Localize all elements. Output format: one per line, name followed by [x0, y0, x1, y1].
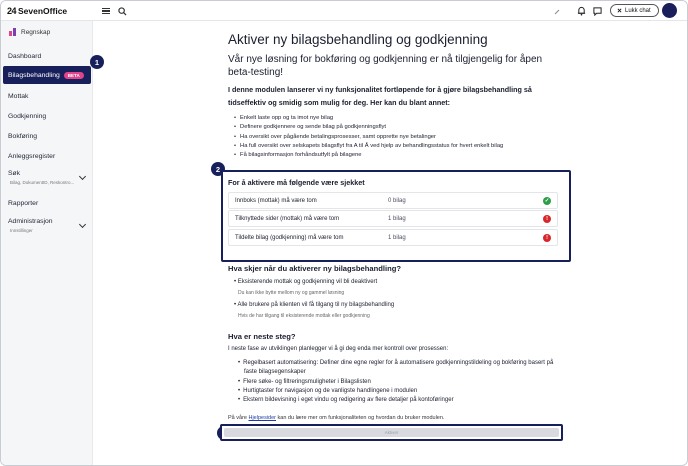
error-icon: !: [543, 234, 551, 242]
list-item: • Få bilagsinformasjon forhåndsutfylt på bilagene: [234, 151, 564, 160]
requirement-value: 1 bilag: [388, 234, 406, 241]
help-link[interactable]: Hjelpesider: [248, 415, 276, 421]
menu-icon[interactable]: [100, 5, 112, 17]
requirement-value: 0 bilag: [388, 197, 406, 204]
list-item: • Regelbasert automatisering: Definer dine egne regler for å automatisere godkjenningstildeling og bokføring basert på faste bilagsegenskaper: [238, 359, 563, 378]
requirement-label: Tildelte bilag (godkjenning) må være tom: [235, 234, 344, 241]
close-chat-button[interactable]: [610, 4, 659, 17]
sidebar-item-bokforing[interactable]: [3, 130, 91, 142]
sidebar-item-label: Dashboard: [8, 52, 42, 60]
sidebar-item-label: Bokføring: [8, 132, 38, 140]
logo-text: SevenOffice: [18, 5, 68, 16]
next-steps-list: [238, 359, 563, 405]
page-title: Aktiver ny bilagsbehandling og godkjenning: [228, 32, 488, 47]
list-item-text: Eksisterende mottak og godkjenning vil bli deaktivert: [237, 279, 378, 285]
sidebar-item-bilagsbehandling[interactable]: [3, 66, 91, 84]
sidebar-item-label: Anleggsregister: [8, 152, 56, 160]
requirement-label: Tilknyttede sider (mottak) må være tom: [235, 215, 340, 222]
sidebar-item-mottak[interactable]: [3, 90, 91, 102]
help-prefix: På våre: [228, 415, 249, 421]
beta-badge: BETA: [64, 72, 84, 79]
list-item: • Ha full oversikt over selskapets bilagsflyt fra A til Å ved hjelp av behandlingsstatus for hvert enkelt bilag: [234, 142, 564, 151]
app-name: Regnskap: [21, 28, 51, 36]
sidebar-item-label: Administrasjon: [8, 218, 53, 225]
sidebar-item-rapporter[interactable]: [3, 197, 91, 209]
sidebar-item-label: Rapporter: [8, 199, 39, 207]
error-icon: !: [543, 215, 551, 223]
requirement-label: Innboks (mottak) må være tom: [235, 197, 317, 204]
list-item: • Hurtigtaster for navigasjon og de vanligste handlingene i modulen: [238, 387, 563, 396]
close-icon: [617, 8, 622, 13]
logo-mark: 24: [7, 5, 17, 16]
feature-list: [234, 114, 564, 160]
requirements-title: For å aktivere må følgende være sjekket: [228, 178, 365, 187]
collapse-icon[interactable]: [551, 6, 563, 18]
close-chat-label: Lukk chat: [625, 7, 651, 14]
list-item: • Eksisterende mottak og godkjenning vil bli deaktivert: [234, 279, 378, 285]
activate-button[interactable]: Aktiver: [224, 428, 559, 437]
sidebar-item-anleggsregister[interactable]: [3, 150, 91, 162]
requirement-value: 1 bilag: [388, 215, 406, 222]
list-item-text: Alle brukere på klienten vil få tilgang til ny bilagsbehandling: [237, 302, 395, 308]
avatar[interactable]: [662, 3, 677, 18]
help-text: [228, 415, 444, 421]
chat-icon[interactable]: [591, 5, 603, 17]
sidebar-item-label: Søk: [8, 170, 21, 177]
requirement-row: [228, 229, 558, 246]
list-item-note: Hvis de har tilgang til eksisterende mottak eller godkjenning: [238, 313, 370, 319]
what-happens-heading: Hva skjer når du aktiverer ny bilagsbehandling?: [228, 264, 402, 273]
sidebar-item-label: Godkjenning: [8, 112, 47, 120]
list-item: • Enkelt laste opp og ta imot nye bilag: [234, 114, 564, 123]
sidebar-item-sok[interactable]: [3, 170, 91, 190]
next-steps-intro: I neste fase av utviklingen planlegger vi å gi deg enda mer kontroll over prosessen:: [228, 346, 449, 352]
list-item: • Ha oversikt over pågående betalingsprosesser, samt opprette nye betalinger: [234, 133, 564, 142]
sidebar-item-label: Bilagsbehandling: [8, 71, 60, 79]
sidebar-item-godkjenning[interactable]: [3, 110, 91, 122]
lead-text: Vår nye løsning for bokføring og godkjenning er nå tilgjengelig for åpen beta-testing!: [228, 54, 543, 78]
top-bar: [1, 1, 687, 21]
sidebar-item-administrasjon[interactable]: [3, 218, 91, 238]
sidebar-item-dashboard[interactable]: [3, 50, 91, 62]
check-icon: ✓: [544, 197, 550, 204]
sidebar-item-label: Mottak: [8, 92, 29, 100]
sidebar: [1, 21, 93, 466]
list-item-note: Du kan ikke bytte mellom ny og gammel løsning: [238, 290, 345, 296]
callout-1: 1: [90, 55, 104, 69]
app-icon: [9, 28, 17, 36]
app-switcher[interactable]: [9, 28, 50, 36]
requirement-row: [228, 192, 558, 209]
list-item: • Alle brukere på klienten vil få tilgang til ny bilagsbehandling: [234, 302, 395, 308]
list-item: • Ekstern bildevisning i eget vindu og redigering av flere detaljer på kontoføringer: [238, 396, 563, 405]
chevron-down-icon: [79, 221, 86, 228]
help-suffix: kan du lære mer om funksjonaliteten og hvordan du bruker modulen.: [276, 415, 445, 421]
sidebar-item-sublabel: Innstillinger: [10, 228, 33, 233]
search-icon[interactable]: [116, 5, 128, 17]
next-steps-heading: Hva er neste steg?: [228, 332, 296, 341]
bell-icon[interactable]: [575, 5, 587, 17]
activate-highlight: [220, 424, 563, 441]
sidebar-item-sublabel: Bilag, DokumentID, Reskontro...: [10, 180, 75, 185]
logo[interactable]: [7, 6, 67, 16]
intro-text: I denne modulen lanserer vi ny funksjonalitet fortløpende for å gjøre bilagsbehandling så tidseffektiv og smidig som mulig for deg. Her kan du blant annet:: [228, 85, 532, 107]
list-item: • Flere søke- og filtreringsmuligheter i Bilagslisten: [238, 378, 563, 387]
callout-2: 2: [211, 162, 225, 176]
requirement-row: [228, 210, 558, 227]
chevron-down-icon: [79, 173, 86, 180]
list-item: • Definere godkjennere og sende bilag på godkjenningsflyt: [234, 123, 564, 132]
